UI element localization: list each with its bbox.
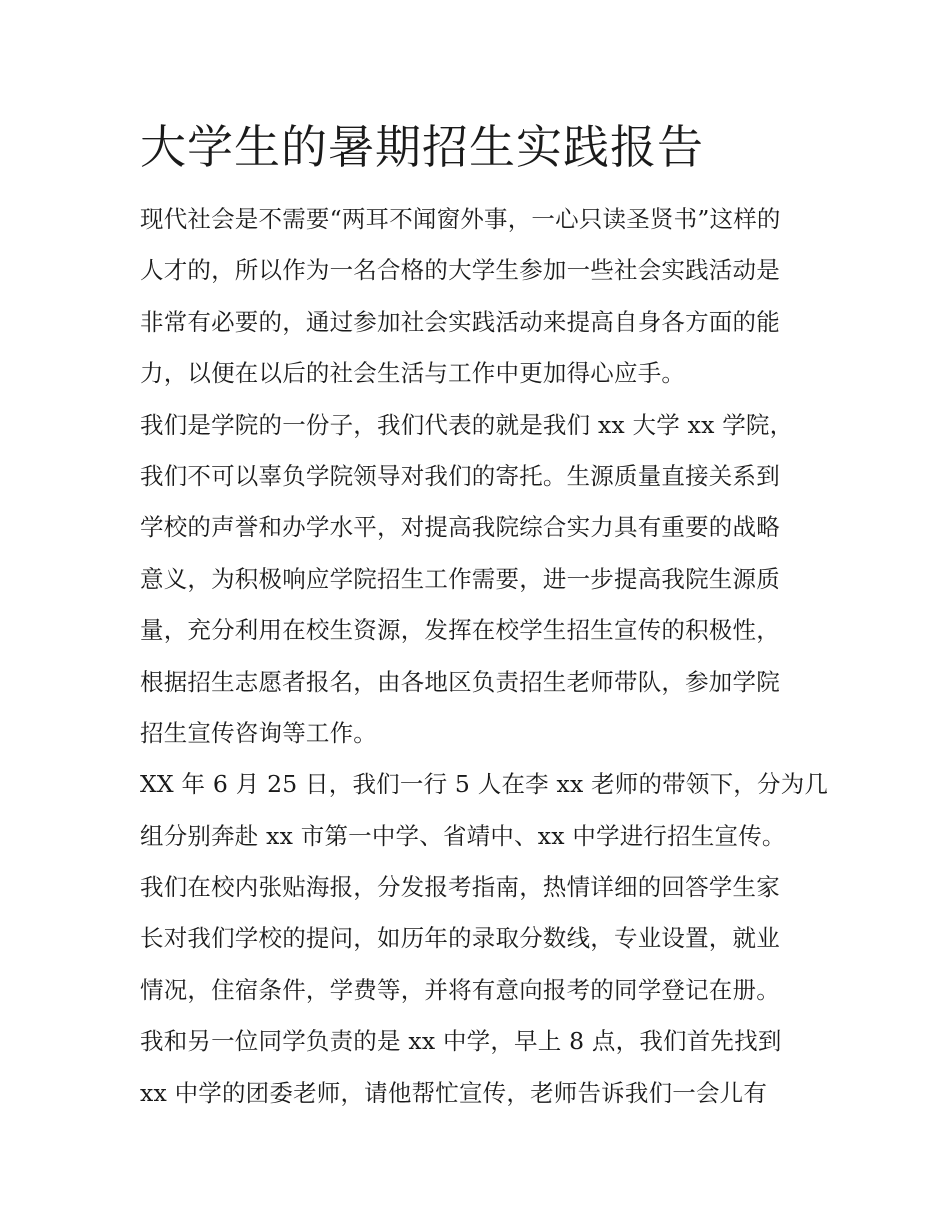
paragraph-3 (140, 759, 829, 1119)
text-line: 我和另一位同学负责的是 xx 中学，早上 8 点，我们首先找到 (140, 1027, 782, 1056)
text-line: 招生宣传咨询等工作。 (140, 718, 377, 747)
text-line: 学校的声誉和办学水平，对提高我院综合实力具有重要的战略 (140, 513, 780, 542)
document-title: 大学生的暑期招生实践报告 (140, 120, 704, 174)
text-line: 我们是学院的一份子，我们代表的就是我们 xx 大学 xx 学院， (140, 410, 794, 439)
text-line: 人才的，所以作为一名合格的大学生参加一些社会实践活动是 (140, 256, 780, 285)
text-line: 现代社会是不需要“两耳不闻窗外事，一心只读圣贤书”这样的 (140, 205, 781, 233)
text-line: 量，充分利用在校生资源，发挥在校学生招生宣传的积极性， (140, 616, 780, 645)
paragraph-1 (140, 194, 820, 400)
text-line: 我们在校内张贴海报，分发报考指南，热情详细的回答学生家 (140, 873, 780, 902)
document-body (140, 194, 829, 1119)
text-line: 力，以便在以后的社会生活与工作中更加得心应手。 (140, 359, 686, 388)
paragraph-2 (140, 400, 820, 760)
text-line: xx 中学的团委老师，请他帮忙宣传，老师告诉我们一会儿有 (140, 1078, 768, 1107)
text-line: 情况，住宿条件，学费等，并将有意向报考的同学登记在册。 (140, 975, 780, 1004)
text-line: 意义，为积极响应学院招生工作需要，进一步提高我院生源质 (140, 564, 780, 593)
text-line: 组分别奔赴 xx 市第一中学、省靖中、xx 中学进行招生宣传。 (140, 821, 786, 850)
text-line: 我们不可以辜负学院领导对我们的寄托。生源质量直接关系到 (140, 461, 780, 490)
text-line: 非常有必要的，通过参加社会实践活动来提高自身各方面的能 (140, 307, 780, 336)
text-line: 根据招生志愿者报名，由各地区负责招生老师带队，参加学院 (140, 667, 780, 696)
text-line: XX 年 6 月 25 日，我们一行 5 人在李 xx 老师的带领下，分为几 (140, 770, 829, 799)
text-line: 长对我们学校的提问，如历年的录取分数线，专业设置，就业 (140, 924, 780, 953)
document-content (140, 112, 829, 1119)
